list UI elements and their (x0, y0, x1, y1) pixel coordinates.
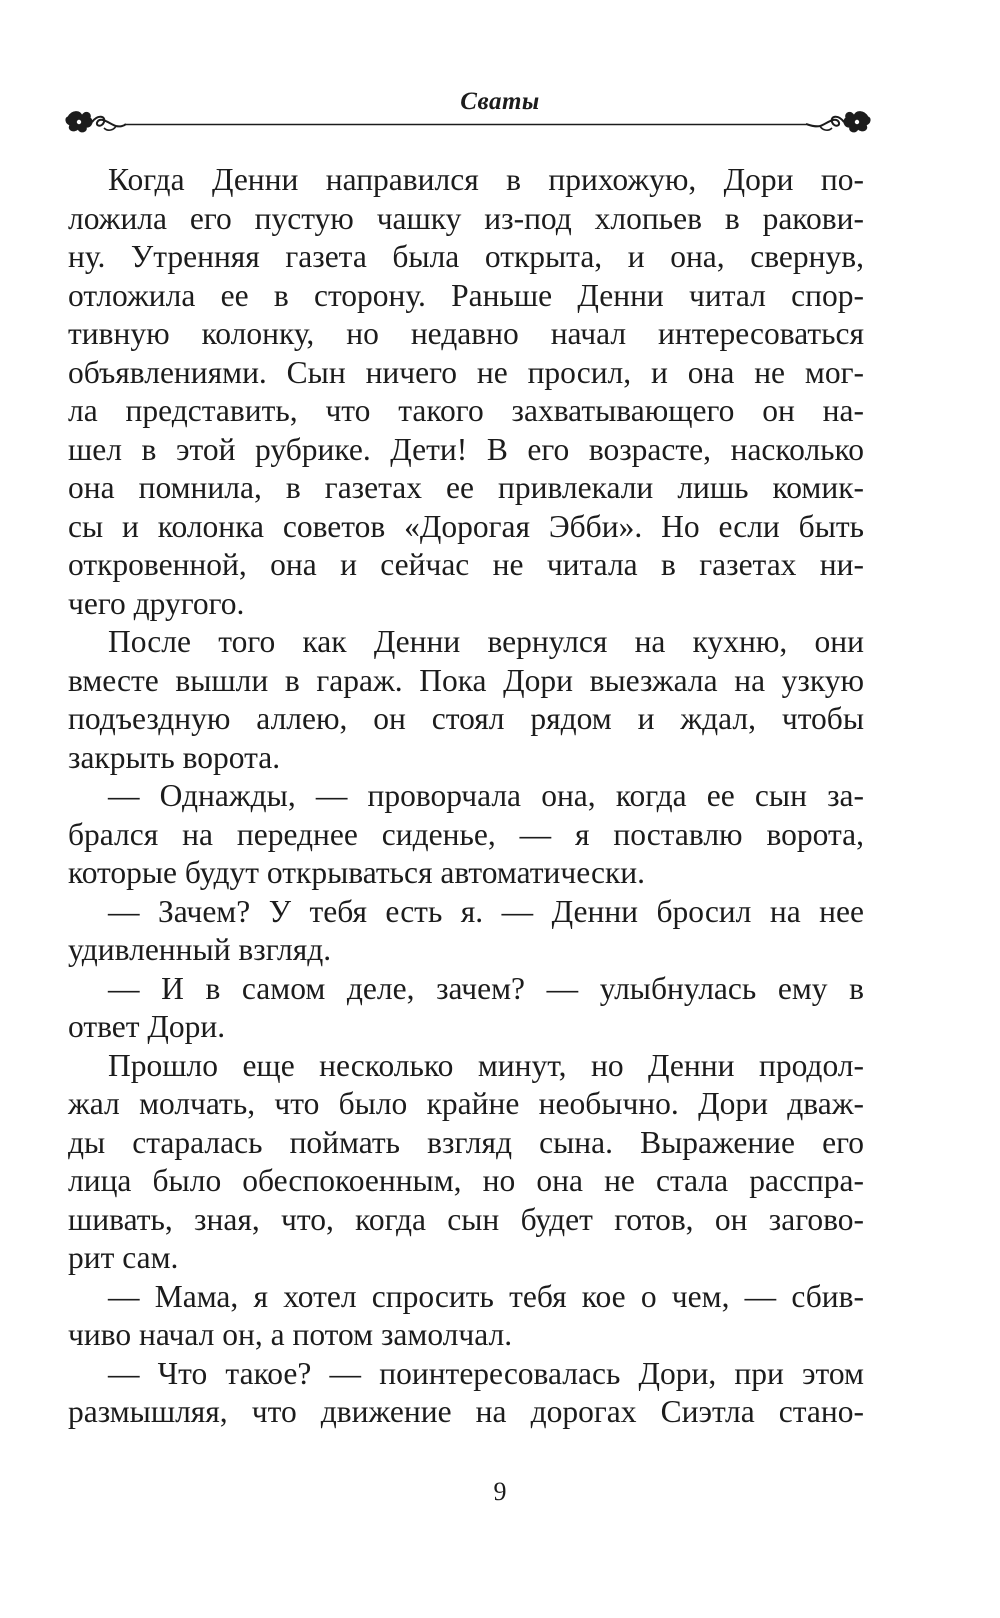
text-line: шел в этой рубрике. Дети! В его возрасте, насколько (68, 431, 864, 467)
text-line: — Зачем? У тебя есть я. — Денни бросил на нее (108, 893, 864, 929)
text-line: Когда Денни направился в прихожую, Дори по- (108, 162, 864, 197)
text-line: сы и колонка советов «Дорогая Эбби». Но если быть (68, 508, 864, 544)
text-line: тивную колонку, но недавно начал интересоваться (68, 316, 864, 351)
text-line: Прошло еще несколько минут, но Денни продол- (108, 1047, 864, 1083)
running-title: Сваты (460, 88, 540, 115)
ornamental-rule (64, 108, 872, 138)
text-line: подъездную аллею, он стоял рядом и ждал, чтобы (68, 701, 864, 736)
text-line: ды старалась поймать взгляд сына. Выражение его (68, 1124, 864, 1160)
text-line: чиво начал он, а потом замолчал. (68, 1317, 513, 1352)
text-line: вместе вышли в гараж. Пока Дори выезжала на узкую (68, 662, 864, 698)
text-line: рит сам. (68, 1240, 179, 1275)
text-line: — Что такое? — поинтересовалась Дори, при этом (108, 1355, 864, 1391)
body-text (68, 161, 864, 1432)
text-line: объявлениями. Сын ничего не просил, и она не мог- (68, 354, 864, 390)
text-line: ложила его пустую чашку из-под хлопьев в ракови- (68, 200, 864, 236)
text-line: чего другого. (68, 585, 245, 621)
flourish-ornament-icon (64, 108, 872, 138)
text-line: брался на переднее сиденье, — я поставлю ворота, (68, 816, 864, 852)
text-line: закрыть ворота. (68, 739, 281, 775)
text-line: она помнила, в газетах ее привлекали лишь комик- (68, 470, 864, 505)
text-line: ответ Дори. (68, 1009, 226, 1044)
text-line: — Мама, я хотел спросить тебя кое о чем, — сбив- (108, 1278, 864, 1314)
text-line: ла представить, что такого захватывающего он на- (68, 393, 864, 428)
text-line: откровенной, она и сейчас не читала в газетах ни- (68, 547, 864, 582)
text-line: которые будут открываться автоматически. (68, 855, 646, 890)
text-line: После того как Денни вернулся на кухню, они (108, 624, 864, 659)
text-line: лица было обеспокоенным, но она не стала расспра- (68, 1163, 864, 1198)
page-number: 9 (493, 1477, 507, 1506)
text-line: отложила ее в сторону. Раньше Денни читал спор- (68, 277, 864, 313)
text-line: шивать, зная, что, когда сын будет готов, он загово- (68, 1201, 864, 1237)
text-line: удивленный взгляд. (68, 932, 332, 967)
text-line: размышляя, что движение на дорогах Сиэтла стано- (68, 1394, 864, 1429)
text-line: жал молчать, что было крайне необычно. Дори дваж- (68, 1086, 864, 1121)
text-line: ну. Утренняя газета была открыта, и она, свернув, (68, 239, 864, 274)
text-line: — И в самом деле, зачем? — улыбнулась ему в (108, 970, 864, 1006)
text-line: — Однажды, — проворчала она, когда ее сын за- (108, 778, 864, 813)
